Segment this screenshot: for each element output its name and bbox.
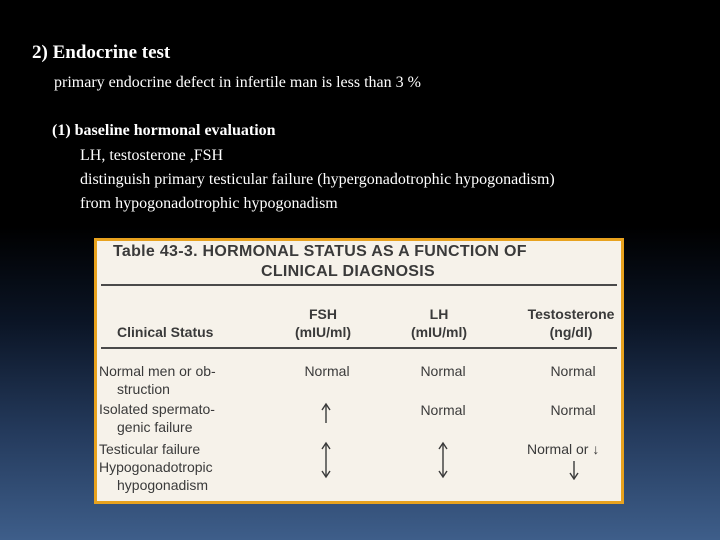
column-header-lh: [399, 305, 479, 341]
column-header-testosterone: [521, 305, 621, 341]
testosterone-unit: (ng/dl): [549, 324, 593, 340]
table-row-status: [99, 458, 259, 494]
row1-lh-value: Normal: [420, 363, 466, 379]
row2-lh-value: Normal: [420, 402, 466, 418]
status-text: Normal men or ob-: [99, 363, 216, 379]
intro-text: primary endocrine defect in infertile man is less than 3 %: [54, 74, 421, 91]
fsh-unit: (mIU/ml): [295, 324, 351, 340]
table-title: Table 43-3. HORMONAL STATUS AS A FUNCTION OF: [113, 243, 527, 260]
arrow-up-down-icon: [319, 441, 333, 479]
status-text-continued: hypogonadism: [117, 477, 209, 493]
table-row-status: [99, 440, 259, 458]
body-line-2: distinguish primary testicular failure (hypergonadotrophic hypogonadism): [80, 171, 555, 188]
lh-label: LH: [429, 306, 449, 322]
body-line-3: from hypogonadotrophic hypogonadism: [80, 195, 338, 212]
body-line-1: LH, testosterone ,FSH: [80, 147, 224, 164]
status-text-continued: genic failure: [117, 419, 193, 435]
row2-testosterone-value: Normal: [550, 402, 596, 418]
column-header-clinical-status: Clinical Status: [117, 324, 214, 340]
arrow-down-icon: [567, 460, 581, 480]
status-text: Hypogonadotropic: [99, 459, 213, 475]
testosterone-label: Testosterone: [527, 306, 615, 322]
table-row-status: [99, 362, 259, 398]
status-text: Testicular failure: [99, 441, 201, 457]
status-text-continued: struction: [117, 381, 170, 397]
table-row-status: [99, 400, 259, 436]
table-header-rule: [101, 347, 617, 349]
table-title-line-2: CLINICAL DIAGNOSIS: [261, 263, 436, 280]
arrow-up-down-icon: [436, 441, 450, 479]
lh-unit: (mIU/ml): [411, 324, 467, 340]
slide-heading: 2) Endocrine test: [32, 42, 171, 63]
row1-testosterone-value: Normal: [550, 363, 596, 379]
fsh-label: FSH: [309, 306, 337, 322]
table-top-rule: [101, 284, 617, 286]
sub-heading: (1) baseline hormonal evaluation: [52, 122, 276, 139]
status-text: Isolated spermato-: [99, 401, 215, 417]
hormonal-status-table: [94, 238, 624, 504]
row3-testosterone-value: Normal or ↓: [527, 441, 600, 457]
row1-fsh-value: Normal: [304, 363, 350, 379]
column-header-fsh: [283, 305, 363, 341]
arrow-up-icon: [319, 402, 333, 424]
